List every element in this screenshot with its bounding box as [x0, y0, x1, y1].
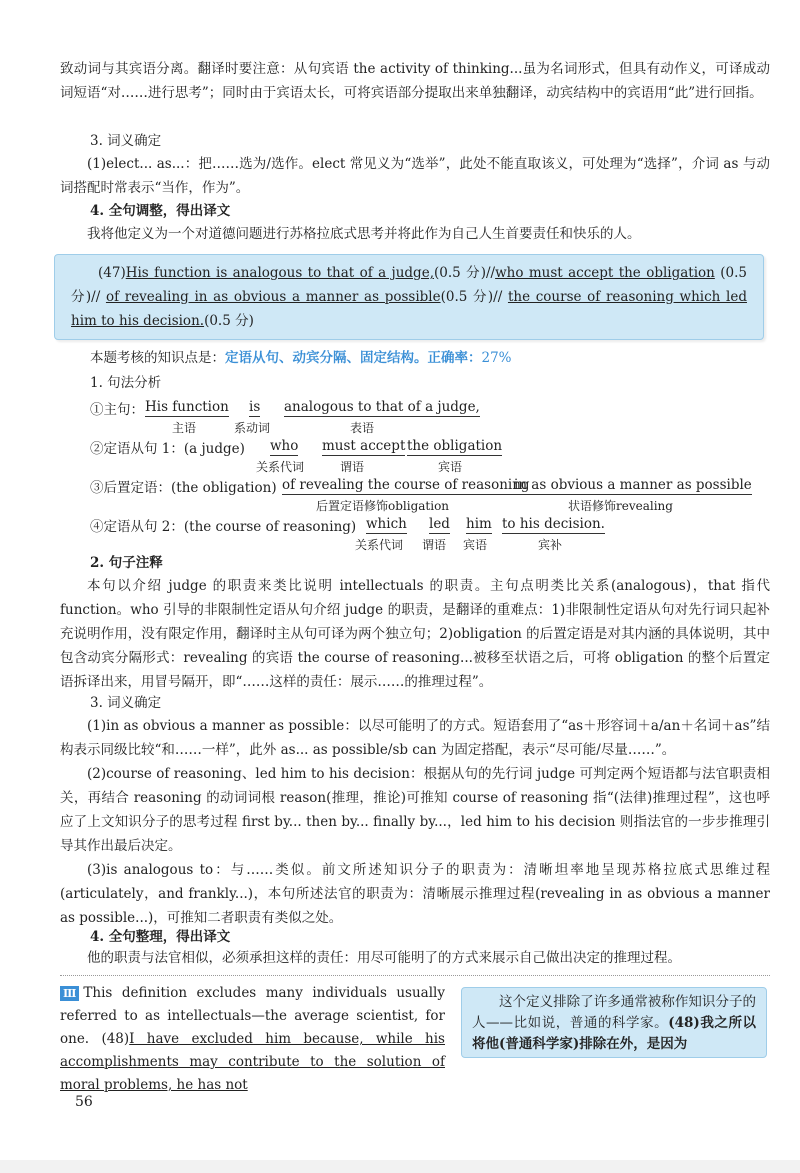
- analysis-row-clause-1: ②定语从句 1：(a judge) who 关系代词 must accept 谓语 the obligation 宾语: [90, 438, 503, 474]
- analysis-row-main: ①主句： His function 主语 is 系动词 analogous to that of a judge, 表语: [90, 399, 480, 435]
- word-meaning-2: (2)course of reasoning、led him to his decision：根据从句的先行词 judge 可判定两个短语都与法官职责相关，再结合 reasoning 的动词词根 reason(推理，推论)可推知 course of reasoning 指“(法律)推理过程”，这也呼应了上文知识分子的思考过程 first by... then by... finally by...，led him to his decision 则指法官的一步步推理引导其作出最后决定。: [60, 766, 770, 854]
- passage-3-translation-box: [461, 987, 767, 1058]
- translation-47: 他的职责与法官相似，必须承担这样的责任：用尽可能明了的方式来展示自己做出决定的推理过程。: [87, 950, 681, 966]
- score-2: (0.5 分)//: [71, 265, 747, 305]
- accuracy-rate: 27%: [481, 350, 512, 366]
- roman-numeral-badge: Ⅲ: [60, 986, 79, 1001]
- notes-paragraph: 本句以介绍 judge 的职责来类比说明 intellectuals 的职责。主句点明类比关系(analogous)，that 指代 function。who 引导的非限制性定语从句介绍 judge 的职责，是翻译的重难点：1)非限制性定语从句对先行词只起补充说明作用，没有限定作用，翻译时主从句可译为两个独立句；2)obligation 的后置定语是对其内涵的具体说明，其中包含动宾分隔形式：revealing 的宾语 the course of reasoning...被移至状语之后，可将 obligation 的整个后置定语拆译出来，用冒号隔开，即“……这样的责任：展示……的推理过程”。: [60, 578, 770, 690]
- heading-adjust-46: 4. 全句调整，得出译文: [90, 203, 231, 219]
- score-3: (0.5 分)//: [440, 289, 503, 305]
- translation-46: 我将他定义为一个对道德问题进行苏格拉底式思考并将此作为自己人生首要责任和快乐的人。: [87, 226, 641, 242]
- score-1: (0.5 分)//: [433, 265, 496, 281]
- question-48-sentence: I have excluded him because, while his accomplishments may contribute to the solution of moral problems, he has not: [60, 1031, 445, 1093]
- passage-3-translation: 这个定义排除了许多通常被称作知识分子的人——比如说，普通的科学家。(48)我之所以将他(普通科学家)排除在外，是因为: [472, 994, 757, 1052]
- heading-word-meaning-46: 3. 词义确定: [90, 133, 162, 149]
- segment-3: of revealing in as obvious a manner as possible: [105, 289, 441, 305]
- heading-word-meaning-47: 3. 词义确定: [90, 695, 162, 711]
- question-number: (47): [98, 265, 126, 281]
- word-meaning-3: (3)is analogous to：与……类似。前文所述知识分子的职责为：清晰坦率地呈现苏格拉底式思维过程(articulately，and frankly...)，本句所述法官的职责为：清晰展示推理过程(revealing in as obvious a manner as possible...)，可推知二者职责有类似之处。: [60, 862, 770, 926]
- knowledge-points: 本题考核的知识点是：定语从句、动宾分隔、固定结构。正确率：27%: [90, 350, 512, 366]
- word-meaning-1: (1)in as obvious a manner as possible：以尽可能明了的方式。短语套用了“as＋形容词＋a/an＋名词＋as”结构表示同级比较“和……一样”，此外 as... as possible/sb can 为固定搭配，表示“尽可能/尽量……”。: [60, 718, 770, 758]
- segment-1: His function is analogous to that of a judge,: [125, 265, 434, 281]
- heading-syntax-analysis: 1. 句法分析: [90, 375, 162, 391]
- question-48-number: (48): [101, 1031, 130, 1047]
- section-divider: [60, 975, 770, 976]
- paragraph-46-end: 致动词与其宾语分离。翻译时要注意：从句宾语 the activity of thinking...虽为名词形式，但具有动作义，可译成动词短语“对……进行思考”；同时由于宾语太长，可将宾语部分提取出来单独翻译，动宾结构中的宾语用“此”进行回指。: [60, 61, 770, 101]
- heading-notes: 2. 句子注释: [90, 555, 163, 571]
- question-47-box: [54, 254, 764, 340]
- segment-2: who must accept the obligation: [495, 265, 715, 281]
- passage-3-english: Ⅲ This definition excludes many individuals usually referred to as intellectuals—the average scientist, for one. (48)I have excluded him because, while his accomplishments may contribute to the solution of moral problems, he has not: [60, 985, 445, 1093]
- segment-4: the course of reasoning which led him to his decision.: [71, 289, 747, 329]
- paragraph-elect: (1)elect... as...：把……选为/选作。elect 常见义为“选举”，此处不能直取该义，可处理为“选择”，介词 as 与动词搭配时常表示“当作，作为”。: [60, 156, 770, 196]
- question-47-sentence: [55, 261, 763, 333]
- analysis-row-postmodifier: ③后置定语：(the obligation) of revealing the course of reasoning 后置定语修饰obligation in as obvious a manner as possible 状语修饰revealing: [90, 477, 752, 513]
- page-number: 56: [75, 1094, 93, 1110]
- bottom-margin: [0, 1160, 800, 1173]
- heading-adjust-47: 4. 全句整理，得出译文: [90, 929, 231, 945]
- score-4: (0.5 分): [204, 313, 254, 329]
- analysis-row-clause-2: ④定语从句 2：(the course of reasoning) which 关系代词 led 谓语 him 宾语 to his decision. 宾补: [90, 516, 605, 552]
